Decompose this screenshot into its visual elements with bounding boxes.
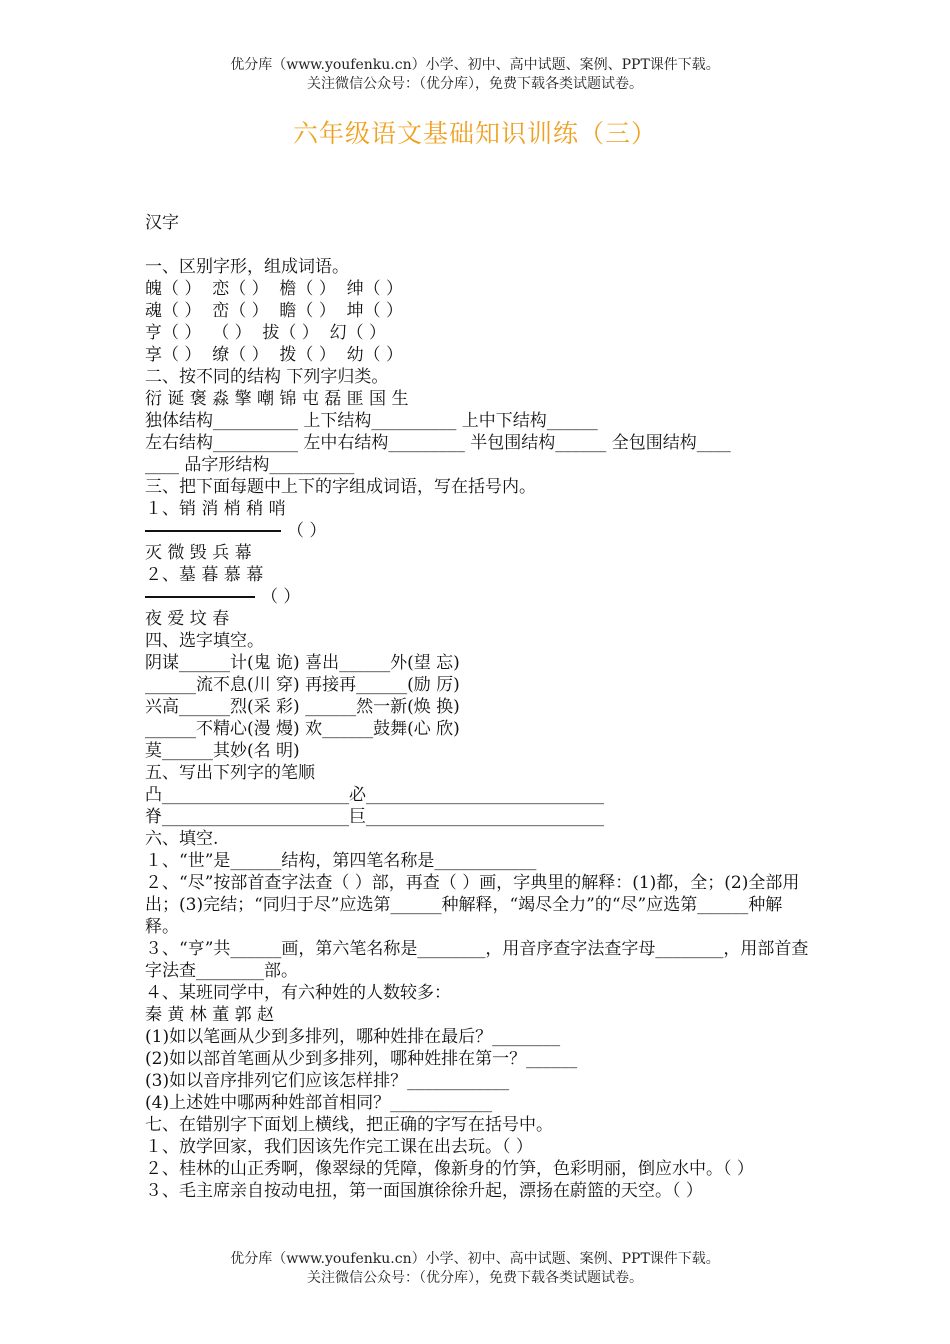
section-1-heading: 一、区别字形，组成词语。 — [145, 257, 349, 277]
s6-sub: (1)如以笔画从少到多排列，哪种姓排在最后？________ — [145, 1027, 561, 1047]
s6-q3: ３、“亨”共______画，第六笔名称是________，用音序查字法查字母________，用部首查字法查________部。 — [145, 939, 809, 981]
s6-sub: (4)上述姓中哪两种姓部首相同？____________ — [145, 1093, 493, 1113]
s2-chars: 衍 诞 褒 淼 擎 嘲 锦 屯 磊 匪 国 生 — [145, 389, 409, 409]
banner-line-1: 优分库（www.youfenku.cn）小学、初中、高中试题、案例、PPT课件下载。 — [230, 57, 720, 73]
s4-row: 莫______其妙(名 明) — [145, 741, 300, 761]
answer-paren: （ ） — [261, 587, 301, 607]
s1-row: 魄（ ） 恋（ ） 檐（ ） 绅（ ） — [145, 279, 404, 299]
s5-row: 凸______________________必____________________________ — [145, 785, 604, 805]
banner-line-1: 优分库（www.youfenku.cn）小学、初中、高中试题、案例、PPT课件下载。 — [230, 1251, 720, 1267]
s4-row: ______流不息(川 穿) 再接再______(励 厉) — [145, 675, 460, 695]
s7-q3: ３、毛主席亲自按动电扭，第一面国旗徐徐升起，漂扬在蔚篮的天空。（ ） — [145, 1181, 703, 1201]
document-title: 六年级语文基础知识训练（三） — [292, 119, 657, 148]
s6-q2: ２、“尽”按部首查字法查（ ）部，再查（ ）画，字典里的解释：(1)都，全；(2)全部用出；(3)完结；“同归于尽”应选第______种解释，“竭尽全力”的“尽”应选第______种解释。 — [145, 873, 800, 937]
s1-row: 魂（ ） 峦（ ） 瞻（ ） 坤（ ） — [145, 301, 404, 321]
s5-row: 脊______________________巨____________________________ — [145, 807, 604, 827]
s6-q4: ４、某班同学中，有六种姓的人数较多： — [145, 983, 451, 1003]
site-banner-bottom — [0, 1250, 950, 1288]
section-3-heading: 三、把下面每题中上下的字组成词语，写在括号内。 — [145, 477, 536, 497]
s4-row: 阴谋______计(鬼 诡) 喜出______外(望 忘) — [145, 653, 460, 673]
s2-line: 左右结构__________ 左中右结构_________ 半包围结构______ 全包围结构____ — [145, 433, 731, 453]
s7-q2: ２、桂林的山正秀啊，像翠绿的凭障，像新身的竹笋，色彩明丽，倒应水中。（ ） — [145, 1159, 754, 1179]
s6-names: 秦 黄 林 董 郭 赵 — [145, 1005, 275, 1025]
s2-line: ____ 品字形结构__________ — [145, 455, 355, 475]
s4-row: ______不精心(漫 熳) 欢______鼓舞(心 欣) — [145, 719, 460, 739]
section-2-heading: 二、按不同的结构 下列字归类。 — [145, 367, 389, 387]
category-label: 汉字 — [145, 213, 179, 233]
s3-q1-top: １、销 消 梢 稍 哨 — [145, 499, 286, 519]
site-banner-top — [0, 56, 950, 94]
s6-q1: １、“世”是______结构，第四笔名称是____________ — [145, 851, 537, 871]
answer-paren: （ ） — [287, 521, 327, 541]
section-7-heading: 七、在错别字下面划上横线，把正确的字写在括号中。 — [145, 1115, 553, 1135]
s3-q1-bottom: 灭 微 毁 兵 幕 — [145, 543, 252, 563]
s3-q2-answer-row — [145, 586, 810, 608]
s3-q2-bottom: 夜 爱 坟 春 — [145, 609, 230, 629]
banner-line-2: 关注微信公众号：（优分库），免费下载各类试题试卷。 — [307, 1270, 643, 1286]
s2-line: 独体结构__________ 上下结构__________ 上中下结构______ — [145, 411, 598, 431]
banner-line-2: 关注微信公众号：（优分库），免费下载各类试题试卷。 — [307, 76, 643, 92]
s3-q1-answer-row — [145, 520, 810, 542]
s6-sub: (2)如以部首笔画从少到多排列，哪种姓排在第一？______ — [145, 1049, 578, 1069]
s1-row: 享（ ） 缭（ ） 拨（ ） 幼（ ） — [145, 345, 404, 365]
s3-q2-top: ２、墓 暮 慕 幕 — [145, 565, 264, 585]
document-body — [145, 212, 810, 1202]
section-6-heading: 六、填空. — [145, 829, 219, 849]
section-4-heading: 四、选字填空。 — [145, 631, 264, 651]
section-5-heading: 五、写出下列字的笔顺 — [145, 763, 315, 783]
s6-sub: (3)如以音序排列它们应该怎样排？____________ — [145, 1071, 510, 1091]
s7-q1: １、放学回家，我们因该先作完工课在出去玩。（ ） — [145, 1137, 533, 1157]
answer-rule — [145, 530, 281, 532]
s1-row: 亨（ ） （ ） 拔（ ） 幻（ ） — [145, 323, 387, 343]
answer-rule — [145, 596, 255, 598]
s4-row: 兴高______烈(采 彩) ______然一新(焕 换) — [145, 697, 460, 717]
